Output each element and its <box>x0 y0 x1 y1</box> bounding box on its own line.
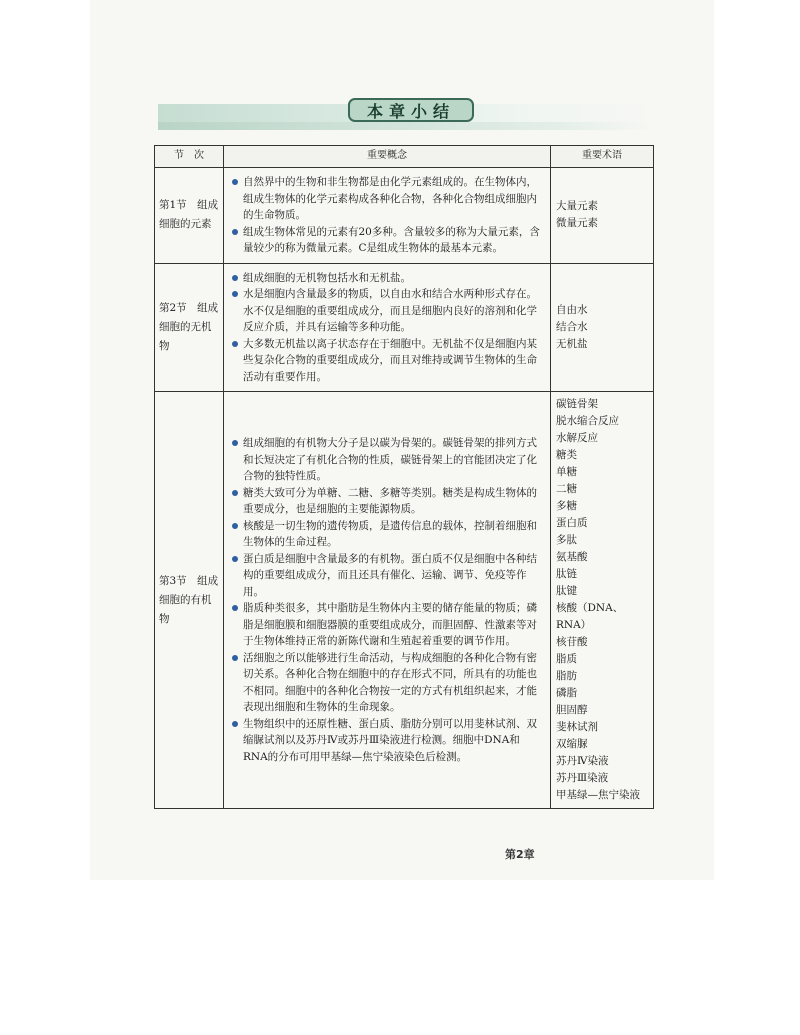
header-concepts: 重要概念 <box>224 146 551 168</box>
term-item: 碳链骨架 <box>556 398 598 410</box>
term-item: 肽键 <box>556 585 577 597</box>
concept-item: 蛋白质是细胞中含量最多的有机物。蛋白质不仅是细胞中各种结构的重要组成成分，而且还具有催化、运输、调节、免疫等作用。 <box>232 551 544 601</box>
term-item: 磷脂 <box>556 687 577 699</box>
concept-item: 水是细胞内含量最多的物质，以自由水和结合水两种形式存在。水不仅是细胞的重要组成成分，而且是细胞内良好的溶剂和化学反应介质，并具有运输等多种功能。 <box>232 286 544 336</box>
concept-item: 脂质种类很多，其中脂肪是生物体内主要的储存能量的物质；磷脂是细胞膜和细胞器膜的重要组成成分，而胆固醇、性激素等对于生物体维持正常的新陈代谢和生殖起着重要的调节作用。 <box>232 600 544 650</box>
header-terms: 重要术语 <box>551 146 654 168</box>
term-item: 糖类 <box>556 449 577 461</box>
table-header-row <box>155 146 654 168</box>
term-item: 单糖 <box>556 466 577 478</box>
concept-item: 组成细胞的有机物大分子是以碳为骨架的。碳链骨架的排列方式和长短决定了有机化合物的性质，碳链骨架上的官能团决定了化合物的独特性质。 <box>232 435 544 485</box>
concepts-cell <box>224 168 551 264</box>
concepts-cell <box>224 263 551 392</box>
section-cell: 第3节 组成细胞的有机物 <box>155 392 224 809</box>
concept-item: 生物组织中的还原性糖、蛋白质、脂肪分别可以用斐林试剂、双缩脲试剂以及苏丹Ⅳ或苏丹Ⅲ染液进行检测。细胞中DNA和RNA的分布可用甲基绿—焦宁染液染色后检测。 <box>232 716 544 766</box>
concept-item: 自然界中的生物和非生物都是由化学元素组成的。在生物体内，组成生物体的化学元素构成各种化合物，各种化合物组成细胞内的生命物质。 <box>232 174 544 224</box>
summary-table <box>154 145 654 809</box>
term-item: 自由水 <box>556 303 588 316</box>
concept-item: 活细胞之所以能够进行生命活动，与构成细胞的各种化合物有密切关系。各种化合物在细胞中的存在形式不同，所具有的功能也不相同。细胞中的各种化合物按一定的方式有机组织起来，才能表现出细胞和生物体的生命现象。 <box>232 650 544 716</box>
term-item: 肽链 <box>556 568 577 580</box>
term-item: 结合水 <box>556 320 588 333</box>
table-row <box>155 168 654 264</box>
term-item: 脂质 <box>556 653 577 665</box>
term-item: 核苷酸 <box>556 636 588 648</box>
table-row <box>155 392 654 809</box>
concept-item: 核酸是一切生物的遗传物质，是遗传信息的载体，控制着细胞和生物体的生命过程。 <box>232 518 544 551</box>
term-item: 大量元素 <box>556 200 598 213</box>
concepts-cell <box>224 392 551 809</box>
concept-item: 组成生物体常见的元素有20多种。含量较多的称为大量元素，含量较少的称为微量元素。C是组成生物体的最基本元素。 <box>232 224 544 257</box>
term-item: 蛋白质 <box>556 517 588 529</box>
chapter-summary-title: 本章小结 <box>348 98 474 122</box>
terms-cell <box>551 392 654 809</box>
term-item: 多肽 <box>556 534 577 546</box>
term-item: 脂肪 <box>556 670 577 682</box>
term-item: 脱水缩合反应 <box>556 415 619 427</box>
table-row <box>155 263 654 392</box>
page-number: 第2章 <box>505 848 535 861</box>
term-item: 多糖 <box>556 500 577 512</box>
term-item: 核酸（DNA、RNA） <box>556 602 624 631</box>
term-item: 二糖 <box>556 483 577 495</box>
term-item: 苏丹Ⅳ染液 <box>556 755 609 767</box>
title-band-shadow <box>158 122 652 130</box>
term-item: 胆固醇 <box>556 704 588 716</box>
term-item: 斐林试剂 <box>556 721 598 733</box>
term-item: 苏丹Ⅲ染液 <box>556 772 609 784</box>
term-item: 无机盐 <box>556 337 588 350</box>
concept-item: 大多数无机盐以离子状态存在于细胞中。无机盐不仅是细胞内某些复杂化合物的重要组成成分，而且对维持或调节生物体的生命活动有重要作用。 <box>232 336 544 386</box>
term-item: 氨基酸 <box>556 551 588 563</box>
term-item: 双缩脲 <box>556 738 588 750</box>
term-item: 微量元素 <box>556 217 598 230</box>
header-section: 节 次 <box>155 146 224 168</box>
section-cell: 第2节 组成细胞的无机物 <box>155 263 224 392</box>
terms-cell <box>551 263 654 392</box>
term-item: 水解反应 <box>556 432 598 444</box>
section-cell: 第1节 组成细胞的元素 <box>155 168 224 264</box>
term-item: 甲基绿—焦宁染液 <box>556 789 640 801</box>
terms-cell <box>551 168 654 264</box>
concept-item: 糖类大致可分为单糖、二糖、多糖等类别。糖类是构成生物体的重要成分，也是细胞的主要能源物质。 <box>232 485 544 518</box>
concept-item: 组成细胞的无机物包括水和无机盐。 <box>232 270 544 287</box>
